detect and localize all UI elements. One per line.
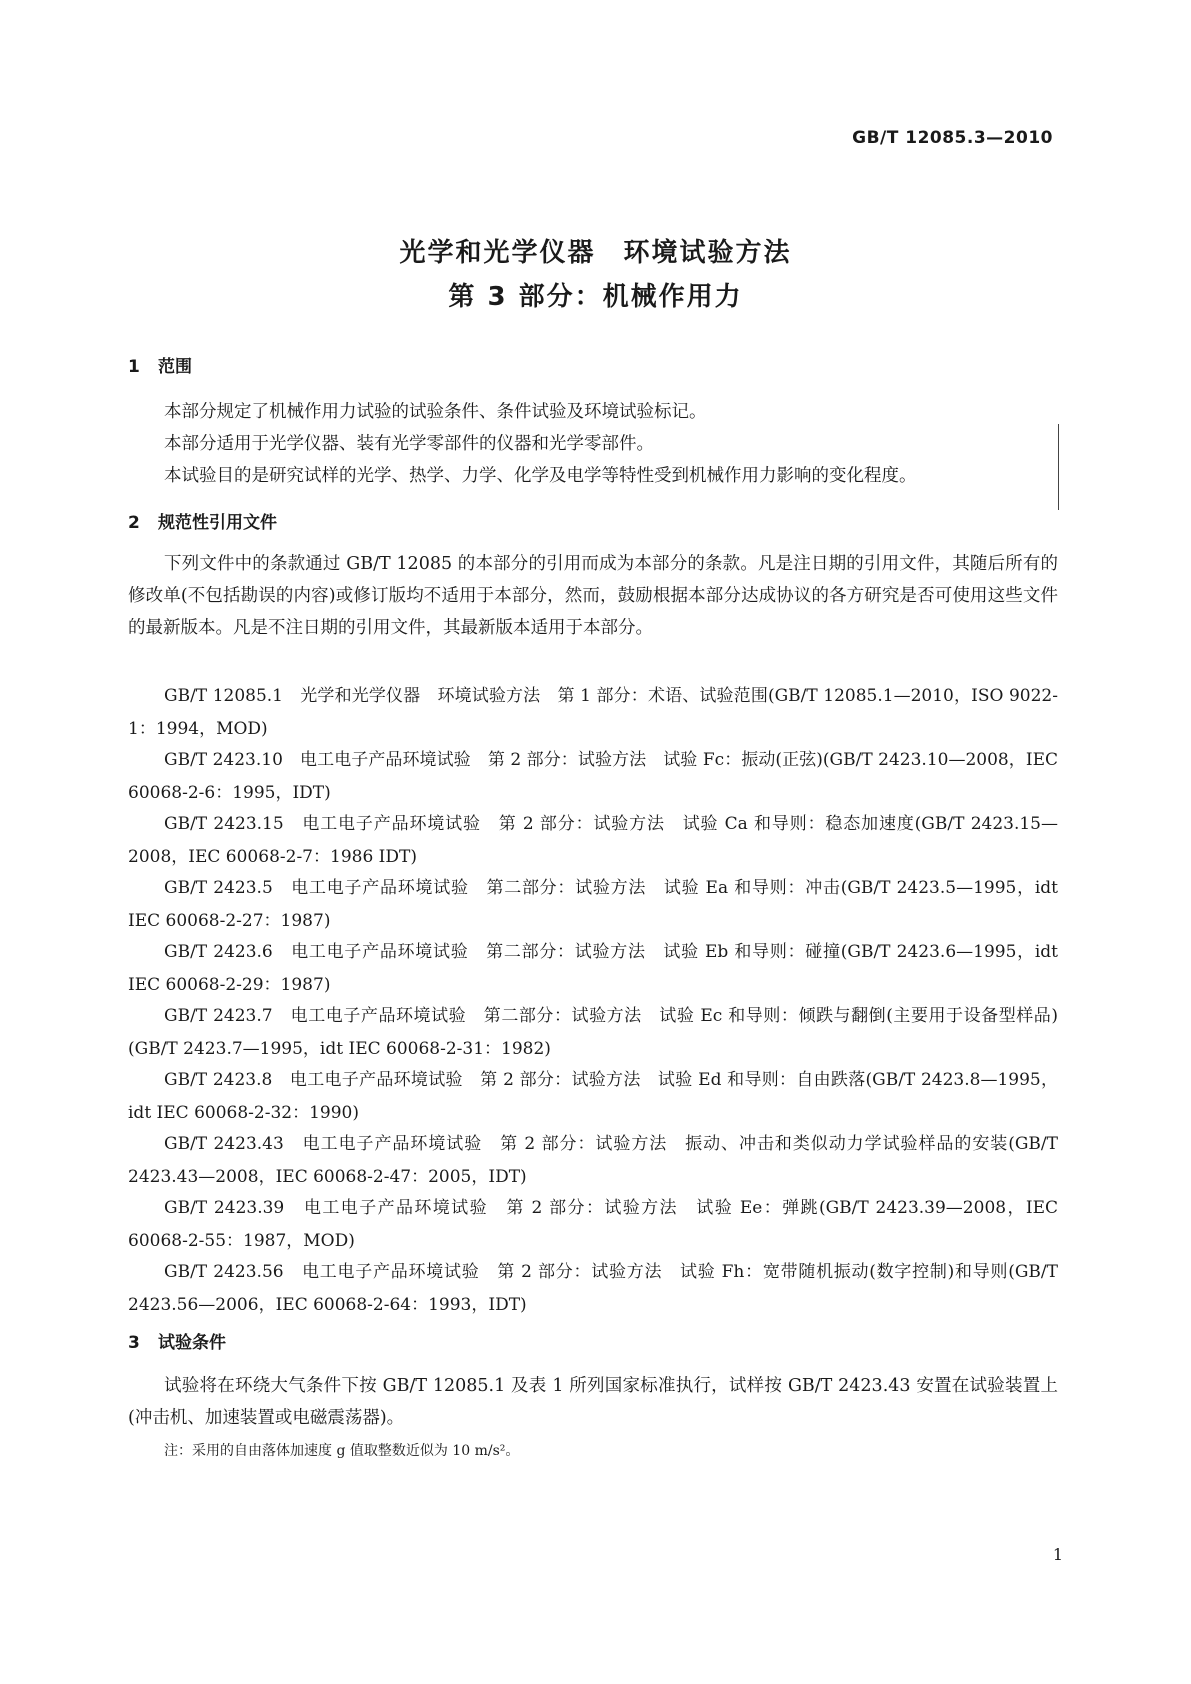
scope-paragraph: 本试验目的是研究试样的光学、热学、力学、化学及电学等特性受到机械作用力影响的变化程度。: [164, 466, 917, 486]
section-number: 1: [128, 357, 140, 377]
reference-entry: GB/T 2423.43 电工电子产品环境试验 第 2 部分：试验方法 振动、冲击和类似动力学试验样品的安装(GB/T 2423.43—2008，IEC 60068-2-47：2005，IDT): [128, 1134, 1058, 1187]
scope-paragraph: 本部分适用于光学仪器、装有光学零部件的仪器和光学零部件。: [164, 434, 654, 454]
reference-entry: GB/T 2423.10 电工电子产品环境试验 第 2 部分：试验方法 试验 Fc：振动(正弦)(GB/T 2423.10—2008，IEC 60068-2-6：1995，IDT): [128, 750, 1058, 803]
section-number: 2: [128, 513, 140, 533]
section-title: 试验条件: [158, 1333, 226, 1353]
section-title: 范围: [158, 357, 192, 377]
reference-entry: GB/T 2423.5 电工电子产品环境试验 第二部分：试验方法 试验 Ea 和导则：冲击(GB/T 2423.5—1995，idt IEC 60068-2-27：1987): [128, 878, 1058, 931]
reference-entry: GB/T 2423.7 电工电子产品环境试验 第二部分：试验方法 试验 Ec 和导则：倾跌与翻倒(主要用于设备型样品)(GB/T 2423.7—1995，idt IEC 60068-2-31：1982): [128, 1006, 1058, 1059]
change-bar: [1058, 424, 1059, 510]
section-title: 规范性引用文件: [158, 513, 277, 533]
reference-entry: GB/T 2423.6 电工电子产品环境试验 第二部分：试验方法 试验 Eb 和导则：碰撞(GB/T 2423.6—1995，idt IEC 60068-2-29：1987): [128, 942, 1058, 995]
test-conditions-paragraph: 试验将在环绕大气条件下按 GB/T 12085.1 及表 1 所列国家标准执行，试样按 GB/T 2423.43 安置在试验装置上(冲击机、加速装置或电磁震荡器)。: [128, 1376, 1058, 1428]
page-number: 1: [1052, 1545, 1063, 1564]
document-title: 光学和光学仪器 环境试验方法: [399, 238, 792, 268]
section-number: 3: [128, 1333, 140, 1353]
reference-entry: GB/T 12085.1 光学和光学仪器 环境试验方法 第 1 部分：术语、试验范围(GB/T 12085.1—2010，ISO 9022-1：1994，MOD): [128, 686, 1058, 739]
document-subtitle: 第 3 部分：机械作用力: [448, 282, 743, 312]
section-heading-3: [128, 1328, 226, 1353]
reference-entry: GB/T 2423.15 电工电子产品环境试验 第 2 部分：试验方法 试验 Ca 和导则：稳态加速度(GB/T 2423.15—2008，IEC 60068-2-7：1986 IDT): [128, 814, 1058, 867]
normative-intro-paragraph: 下列文件中的条款通过 GB/T 12085 的本部分的引用而成为本部分的条款。凡是注日期的引用文件，其随后所有的修改单(不包括勘误的内容)或修订版均不适用于本部分，然而，鼓励根据本部分达成协议的各方研究是否可使用这些文件的最新版本。凡是不注日期的引用文件，其最新版本适用于本部分。: [128, 554, 1058, 638]
reference-entry: GB/T 2423.56 电工电子产品环境试验 第 2 部分：试验方法 试验 Fh：宽带随机振动(数字控制)和导则(GB/T 2423.56—2006，IEC 60068-2-64：1993，IDT): [128, 1262, 1058, 1315]
reference-entry: GB/T 2423.8 电工电子产品环境试验 第 2 部分：试验方法 试验 Ed 和导则：自由跌落(GB/T 2423.8—1995，idt IEC 60068-2-32：1990): [128, 1070, 1058, 1123]
section-heading-2: [128, 508, 277, 533]
standard-code: GB/T 12085.3—2010: [852, 128, 1053, 148]
note: 注：采用的自由落体加速度 g 值取整数近似为 10 m/s²。: [164, 1443, 520, 1459]
scope-paragraph: 本部分规定了机械作用力试验的试验条件、条件试验及环境试验标记。: [164, 402, 707, 422]
section-heading-1: [128, 352, 192, 377]
reference-entry: GB/T 2423.39 电工电子产品环境试验 第 2 部分：试验方法 试验 Ee：弹跳(GB/T 2423.39—2008，IEC 60068-2-55：1987，MOD): [128, 1198, 1058, 1251]
